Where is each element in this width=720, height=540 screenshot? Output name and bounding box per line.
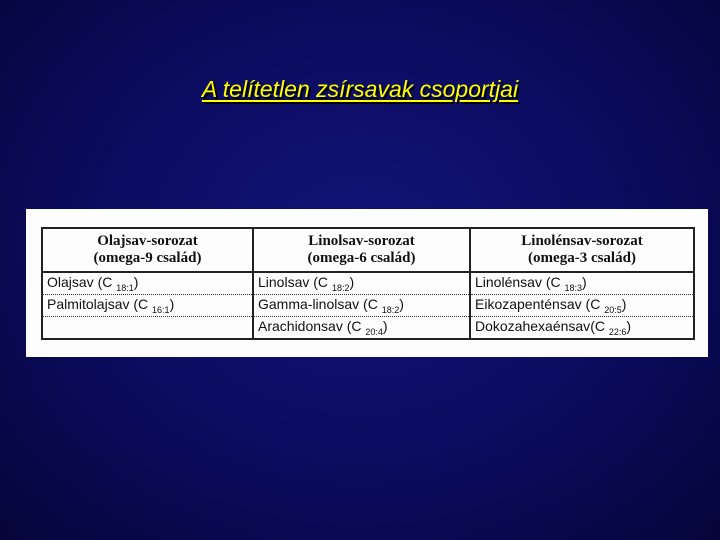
column-header-omega-6 — [253, 228, 470, 272]
formula-subscript: 18:3 — [564, 282, 583, 293]
formula-close: ) — [621, 296, 627, 313]
acid-name: Eikozapenténsav — [475, 296, 582, 313]
slide-title: A telítetlen zsírsavak csoportjai — [201, 76, 519, 102]
formula-subscript: 18:2 — [331, 282, 350, 293]
formula-subscript: 18:1 — [116, 282, 134, 293]
formula-close: ) — [133, 274, 139, 291]
column-header-family: (omega-6 család) — [307, 250, 416, 266]
formula-close: ) — [169, 296, 175, 313]
column-header-name: Olajsav-sorozat — [97, 233, 198, 249]
column-header-omega-9 — [42, 228, 253, 272]
table-cell — [470, 317, 694, 340]
formula-open: (C — [129, 296, 153, 313]
table-cell — [253, 317, 470, 340]
formula-close: ) — [582, 274, 587, 291]
scanned-table-image — [26, 209, 708, 357]
column-header-family: (omega-3 család) — [528, 250, 636, 266]
table-cell — [42, 272, 253, 295]
table-cell — [42, 295, 253, 317]
column-header-name: Linolénsav-sorozat — [521, 233, 643, 249]
formula-open: (C — [359, 296, 382, 313]
formula-open: (C — [581, 296, 605, 313]
formula-open: (C — [309, 274, 332, 291]
acid-name: Gamma-linolsav — [258, 296, 360, 313]
formula-open: (C — [541, 274, 565, 291]
column-header-name: Linolsav-sorozat — [308, 233, 415, 249]
formula-close: ) — [399, 296, 404, 313]
formula-subscript: 20:5 — [604, 304, 622, 315]
acid-name: Linolénsav — [475, 274, 542, 291]
column-header-omega-3 — [470, 228, 694, 272]
acid-name: Palmitolajsav — [47, 296, 130, 313]
formula-subscript: 18:2 — [381, 304, 400, 315]
table-row — [42, 272, 694, 295]
acid-name: Olajsav — [47, 274, 94, 291]
formula-open: (C — [93, 274, 117, 291]
table-cell — [470, 295, 694, 317]
table-cell — [253, 295, 470, 317]
formula-close: ) — [349, 274, 355, 291]
table-header-row — [42, 228, 694, 272]
formula-subscript: 20:4 — [365, 326, 383, 337]
fatty-acid-table — [41, 227, 695, 340]
formula-subscript: 22:6 — [608, 326, 627, 337]
table-cell — [470, 272, 694, 295]
acid-name: Linolsav — [258, 274, 310, 291]
table-cell — [253, 272, 470, 295]
acid-name: Dokozahexaénsav — [475, 318, 591, 335]
formula-open: (C — [342, 318, 366, 335]
formula-subscript: 16:1 — [152, 304, 170, 315]
formula-close: ) — [626, 318, 632, 335]
column-header-family: (omega-9 család) — [93, 250, 202, 266]
table-cell-empty — [42, 317, 253, 340]
table-row — [42, 295, 694, 317]
formula-open: (C — [590, 318, 609, 335]
acid-name: Arachidonsav — [258, 318, 343, 335]
table-row — [42, 317, 694, 340]
formula-close: ) — [382, 318, 388, 335]
